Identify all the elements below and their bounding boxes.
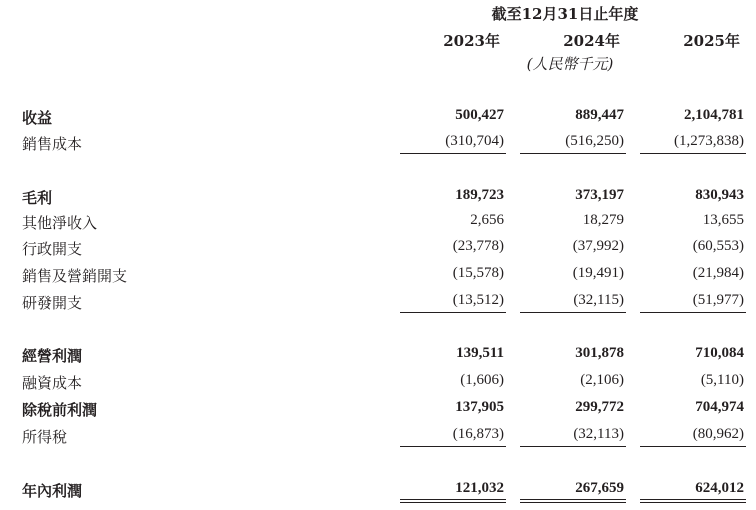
value-cell: (310,704) — [445, 133, 504, 149]
row-label: 融資成本 — [22, 374, 83, 392]
value-cell: (516,250) — [565, 133, 624, 149]
value-cell: 2,104,781 — [684, 107, 744, 123]
subtotal-rule — [640, 312, 746, 313]
value-cell: 137,905 — [455, 399, 504, 415]
row-label: 研發開支 — [22, 294, 83, 312]
year-header-2023: 2023年 — [443, 32, 500, 50]
value-cell: (19,491) — [572, 265, 624, 281]
year-header-2025: 2025年 — [683, 32, 740, 50]
year-header-2024: 2024年 — [563, 32, 620, 50]
row-label: 銷售成本 — [22, 135, 83, 153]
value-cell: 704,974 — [695, 399, 744, 415]
value-cell: (13,512) — [452, 292, 504, 308]
value-cell: 299,772 — [575, 399, 624, 415]
row-label: 行政開支 — [22, 240, 83, 258]
value-cell: (15,578) — [452, 265, 504, 281]
value-cell: (80,962) — [692, 426, 744, 442]
unit-label: (人民幣千元) — [526, 55, 614, 73]
total-double-rule — [520, 499, 626, 503]
value-cell: (60,553) — [692, 238, 744, 254]
value-cell: (32,113) — [573, 426, 624, 442]
value-cell: 710,084 — [695, 345, 744, 361]
row-label: 除稅前利潤 — [22, 401, 98, 419]
row-label: 年內利潤 — [22, 482, 83, 500]
value-cell: (51,977) — [692, 292, 744, 308]
total-double-rule — [640, 499, 746, 503]
subtotal-rule — [400, 153, 506, 154]
subtotal-rule — [640, 153, 746, 154]
value-cell: (32,115) — [573, 292, 624, 308]
value-cell: 624,012 — [695, 480, 744, 496]
total-double-rule — [400, 499, 506, 503]
value-cell: (2,106) — [580, 372, 624, 388]
value-cell: 121,032 — [455, 480, 504, 496]
value-cell: (23,778) — [452, 238, 504, 254]
row-label: 收益 — [22, 109, 53, 127]
subtotal-rule — [520, 446, 626, 447]
value-cell: 301,878 — [575, 345, 624, 361]
value-cell: (5,110) — [700, 372, 744, 388]
subtotal-rule — [400, 312, 506, 313]
value-cell: 373,197 — [575, 187, 624, 203]
value-cell: 267,659 — [575, 480, 624, 496]
value-cell: 2,656 — [470, 212, 504, 228]
value-cell: (21,984) — [692, 265, 744, 281]
subtotal-rule — [640, 446, 746, 447]
value-cell: (1,606) — [460, 372, 504, 388]
value-cell: (1,273,838) — [674, 133, 744, 149]
row-label: 銷售及營銷開支 — [22, 267, 128, 285]
value-cell: 13,655 — [702, 212, 744, 228]
value-cell: 139,511 — [456, 345, 504, 361]
subtotal-rule — [400, 446, 506, 447]
value-cell: 830,943 — [695, 187, 744, 203]
row-label: 所得稅 — [22, 428, 68, 446]
subtotal-rule — [520, 153, 626, 154]
period-header: 截至12月31日止年度 — [491, 5, 639, 23]
value-cell: (37,992) — [572, 238, 624, 254]
value-cell: 18,279 — [582, 212, 624, 228]
subtotal-rule — [520, 312, 626, 313]
value-cell: (16,873) — [452, 426, 504, 442]
value-cell: 889,447 — [575, 107, 624, 123]
value-cell: 189,723 — [455, 187, 504, 203]
row-label: 經營利潤 — [22, 347, 83, 365]
row-label: 其他淨收入 — [22, 214, 98, 232]
row-label: 毛利 — [22, 189, 53, 207]
value-cell: 500,427 — [455, 107, 504, 123]
